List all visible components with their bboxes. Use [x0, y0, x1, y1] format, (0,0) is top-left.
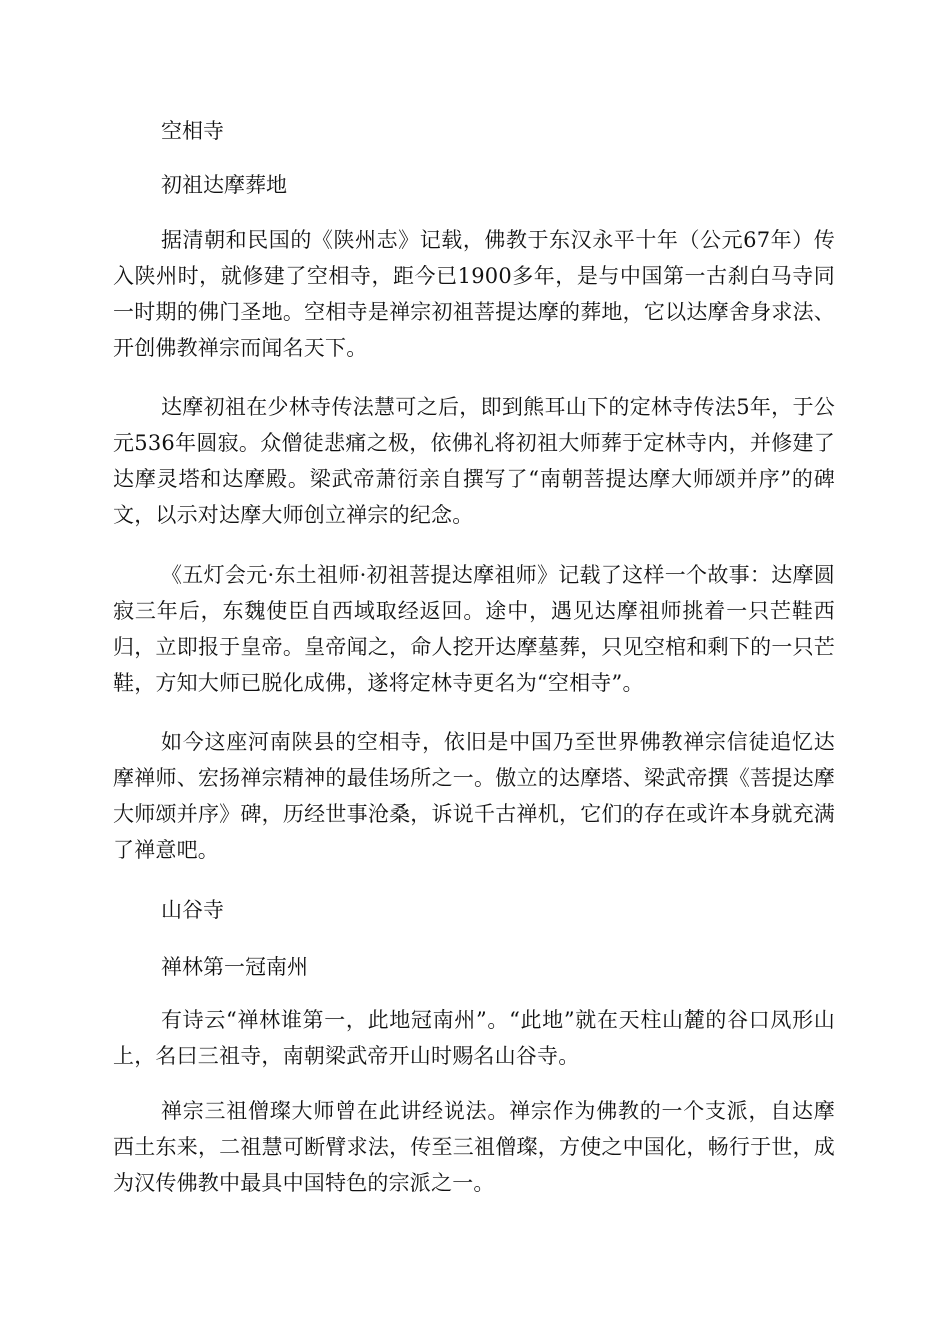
- paragraph: 达摩初祖在少林寺传法慧可之后，即到熊耳山下的定林寺传法5年，于公元536年圆寂。众僧徒悲痛之极，依佛礼将初祖大师葬于定林寺内，并修建了达摩灵塔和达摩殿。梁武帝萧衍亲自撰写了“南朝菩提达摩大师颂并序”的碑文，以示对达摩大师创立禅宗的纪念。: [113, 395, 835, 527]
- paragraph: 有诗云“禅林谁第一，此地冠南州”。“此地”就在天柱山麓的谷口凤形山上，名曰三祖寺，南朝梁武帝开山时赐名山谷寺。: [113, 1008, 835, 1068]
- paragraph: 如今这座河南陕县的空相寺，依旧是中国乃至世界佛教禅宗信徒追忆达摩禅师、宏扬禅宗精神的最佳场所之一。傲立的达摩塔、梁武帝撰《菩提达摩大师颂并序》碑，历经世事沧桑，诉说千古禅机，它们的存在或许本身就充满了禅意吧。: [113, 730, 835, 862]
- paragraph: 《五灯会元·东土祖师·初祖菩提达摩祖师》记载了这样一个故事：达摩圆寂三年后，东魏使臣自西域取经返回。途中，遇见达摩祖师挑着一只芒鞋西归，立即报于皇帝。皇帝闻之，命人挖开达摩墓葬，只见空棺和剩下的一只芒鞋，方知大师已脱化成佛，遂将定林寺更名为“空相寺”。: [113, 563, 835, 695]
- paragraph: 据清朝和民国的《陕州志》记载，佛教于东汉永平十年（公元67年）传入陕州时，就修建了空相寺，距今已1900多年，是与中国第一古刹白马寺同一时期的佛门圣地。空相寺是禅宗初祖菩提达摩的葬地，它以达摩舍身求法、开创佛教禅宗而闻名天下。: [113, 228, 835, 360]
- section-subtitle: 初祖达摩葬地: [161, 173, 287, 197]
- section-title: 山谷寺: [161, 898, 224, 922]
- paragraph: 禅宗三祖僧璨大师曾在此讲经说法。禅宗作为佛教的一个支派，自达摩西土东来，二祖慧可断臂求法，传至三祖僧璨，方使之中国化，畅行于世，成为汉传佛教中最具中国特色的宗派之一。: [113, 1099, 835, 1195]
- section-subtitle: 禅林第一冠南州: [161, 955, 308, 979]
- section-title: 空相寺: [161, 119, 224, 143]
